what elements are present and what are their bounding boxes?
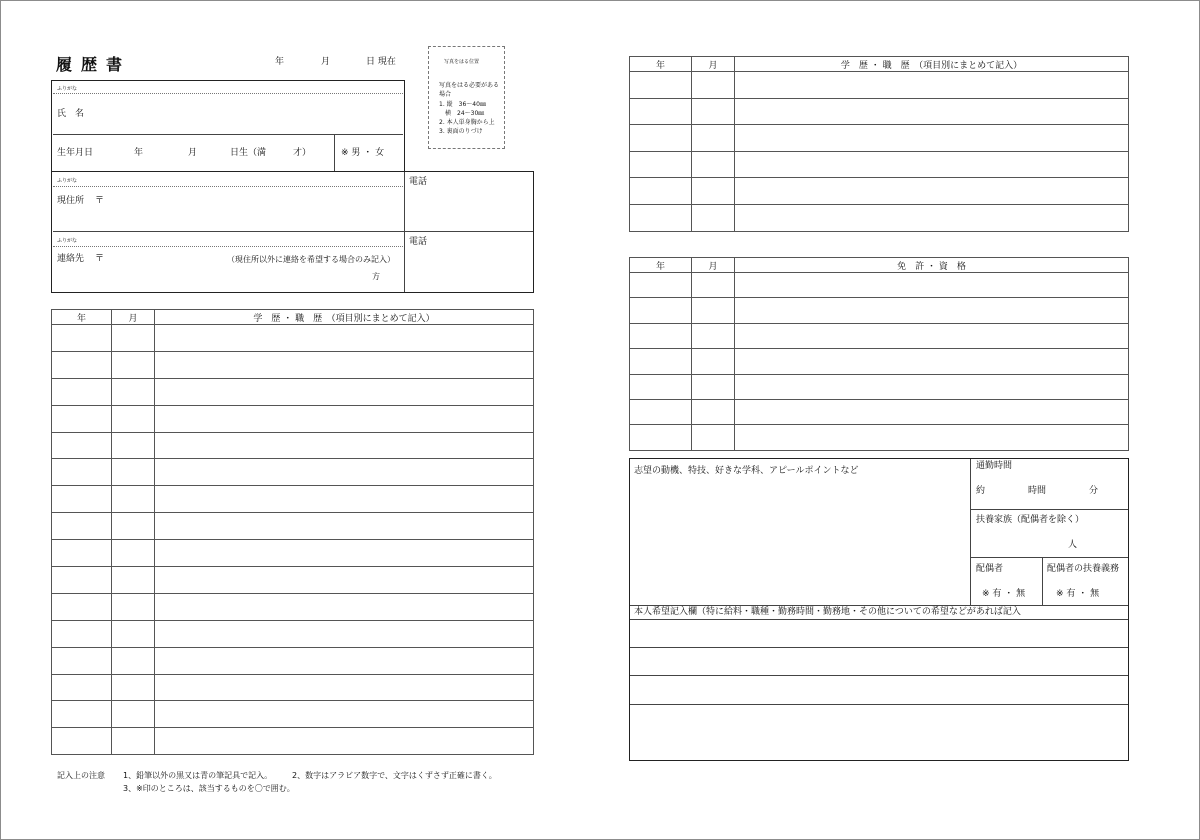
- table-row: [52, 513, 534, 540]
- month-cell[interactable]: [692, 298, 735, 323]
- spouse-selector[interactable]: ※ 有 ・ 無: [982, 589, 1026, 599]
- table-row: [52, 325, 534, 352]
- table-row: [630, 298, 1129, 323]
- month-cell[interactable]: [692, 399, 735, 424]
- contact-label: 連絡先: [57, 254, 85, 264]
- wishes-row[interactable]: [630, 676, 1128, 705]
- content-cell[interactable]: [735, 98, 1129, 125]
- date-day-label: 日 現在: [366, 57, 396, 67]
- table-row: [52, 593, 534, 620]
- table-row: [630, 72, 1129, 99]
- table-row: [630, 374, 1129, 399]
- content-cell[interactable]: [155, 405, 534, 432]
- education-work-history-table: [51, 309, 534, 755]
- column-header-month: 月: [692, 57, 735, 72]
- content-cell[interactable]: [155, 701, 534, 728]
- contact-postal-mark: 〒: [95, 254, 105, 264]
- contact-furigana-divider: [53, 246, 403, 247]
- month-cell[interactable]: [692, 273, 735, 298]
- spouse-divider: [1042, 558, 1043, 605]
- sex-selector[interactable]: ※ 男 ・ 女: [341, 148, 385, 158]
- column-header-content: 学 歴 ・ 職 歴 （項目別にまとめて記入）: [155, 310, 534, 325]
- month-cell[interactable]: [112, 459, 155, 486]
- content-cell[interactable]: [155, 674, 534, 701]
- year-cell[interactable]: [52, 378, 112, 405]
- year-cell[interactable]: [52, 459, 112, 486]
- month-cell[interactable]: [692, 72, 735, 99]
- contact-field[interactable]: [110, 250, 400, 290]
- commute-hours-label: 時間: [1028, 486, 1047, 496]
- year-cell[interactable]: [52, 486, 112, 513]
- commute-minutes-label: 分: [1089, 486, 1099, 496]
- side-column-divider: [970, 459, 971, 605]
- month-cell[interactable]: [692, 349, 735, 374]
- note-item: 3、※印のところは、該当するものを〇で囲む。: [123, 784, 295, 793]
- address-contact-divider: [53, 231, 533, 232]
- month-cell[interactable]: [112, 325, 155, 352]
- year-cell[interactable]: [52, 513, 112, 540]
- wishes-row[interactable]: [630, 619, 1128, 648]
- year-cell[interactable]: [52, 620, 112, 647]
- content-cell[interactable]: [155, 432, 534, 459]
- month-cell[interactable]: [692, 425, 735, 450]
- year-cell[interactable]: [630, 298, 692, 323]
- month-cell[interactable]: [112, 567, 155, 594]
- notes-heading: 記入上の注意: [57, 771, 105, 780]
- table-row: [630, 349, 1129, 374]
- table-header-row: [52, 310, 534, 325]
- month-cell[interactable]: [112, 513, 155, 540]
- furigana-divider: [53, 93, 403, 94]
- content-cell[interactable]: [155, 620, 534, 647]
- motivation-field[interactable]: [632, 482, 968, 602]
- dependents-label: 扶養家族（配偶者を除く）: [976, 515, 1085, 525]
- table-row: [52, 405, 534, 432]
- content-cell[interactable]: [155, 540, 534, 567]
- address-label: 現住所: [57, 196, 85, 206]
- table-row: [52, 674, 534, 701]
- date-year-label: 年: [275, 57, 285, 67]
- year-cell[interactable]: [630, 425, 692, 450]
- table-row: [630, 151, 1129, 178]
- table-row: [52, 459, 534, 486]
- table-row: [630, 399, 1129, 424]
- phone-column-divider: [404, 172, 405, 292]
- dependents-unit: 人: [1068, 540, 1078, 550]
- year-cell[interactable]: [52, 432, 112, 459]
- year-cell[interactable]: [52, 405, 112, 432]
- month-cell[interactable]: [112, 674, 155, 701]
- table-row: [52, 540, 534, 567]
- content-cell[interactable]: [155, 647, 534, 674]
- wishes-label: 本人希望記入欄（特に給料・職種・勤務時間・勤務地・その他についての希望などがあれば記入: [634, 607, 1021, 617]
- table-row: [52, 378, 534, 405]
- content-cell[interactable]: [155, 378, 534, 405]
- table-row: [630, 273, 1129, 298]
- column-header-year: 年: [52, 310, 112, 325]
- wishes-row[interactable]: [630, 648, 1128, 677]
- month-cell[interactable]: [112, 351, 155, 378]
- year-cell[interactable]: [52, 593, 112, 620]
- content-cell[interactable]: [735, 178, 1129, 205]
- address-furigana-divider: [53, 186, 403, 187]
- table-row: [52, 647, 534, 674]
- column-header-content: 免 許 ・ 資 格: [735, 258, 1129, 273]
- commute-divider: [971, 509, 1128, 510]
- table-header-row: [630, 258, 1129, 273]
- month-cell[interactable]: [112, 620, 155, 647]
- year-cell[interactable]: [630, 204, 692, 231]
- month-cell[interactable]: [692, 151, 735, 178]
- content-cell[interactable]: [155, 593, 534, 620]
- content-cell[interactable]: [155, 728, 534, 755]
- year-cell[interactable]: [630, 399, 692, 424]
- name-divider: [53, 134, 403, 135]
- year-cell[interactable]: [52, 728, 112, 755]
- year-cell[interactable]: [630, 323, 692, 348]
- commute-label: 通勤時間: [976, 461, 1013, 471]
- table-row: [52, 701, 534, 728]
- content-cell[interactable]: [155, 567, 534, 594]
- month-cell[interactable]: [112, 405, 155, 432]
- content-cell[interactable]: [155, 351, 534, 378]
- year-cell[interactable]: [630, 273, 692, 298]
- year-cell[interactable]: [630, 178, 692, 205]
- table-row: [630, 425, 1129, 450]
- photo-instructions: [439, 81, 501, 137]
- motivation-label: 志望の動機、特技、好きな学科、アピールポイントなど: [634, 466, 859, 476]
- address-furigana-label: ふりがな: [57, 178, 78, 184]
- column-header-content: 学 歴 ・ 職 歴 （項目別にまとめて記入）: [735, 57, 1129, 72]
- content-cell[interactable]: [735, 399, 1129, 424]
- year-cell[interactable]: [52, 351, 112, 378]
- content-cell[interactable]: [155, 325, 534, 352]
- content-cell[interactable]: [155, 486, 534, 513]
- phone-label: 電話: [409, 177, 428, 187]
- month-cell[interactable]: [692, 374, 735, 399]
- contact-suffix: 方: [372, 272, 380, 281]
- table-row: [630, 125, 1129, 152]
- content-cell[interactable]: [735, 72, 1129, 99]
- birth-day-age-label: 日生（満 才）: [230, 148, 312, 158]
- year-cell[interactable]: [630, 374, 692, 399]
- year-cell[interactable]: [630, 72, 692, 99]
- name-label: 氏 名: [57, 109, 85, 119]
- content-cell[interactable]: [155, 459, 534, 486]
- year-cell[interactable]: [52, 540, 112, 567]
- table-header-row: [630, 57, 1129, 72]
- table-row: [630, 178, 1129, 205]
- year-cell[interactable]: [630, 151, 692, 178]
- content-cell[interactable]: [735, 425, 1129, 450]
- contact-phone-field[interactable]: [406, 250, 532, 290]
- content-cell[interactable]: [155, 513, 534, 540]
- year-cell[interactable]: [52, 701, 112, 728]
- year-cell[interactable]: [630, 349, 692, 374]
- table-row: [52, 432, 534, 459]
- photo-instruction-line: 写真をはる必要がある場合: [439, 82, 500, 99]
- month-cell[interactable]: [692, 178, 735, 205]
- education-work-history-continued-table: [629, 56, 1129, 232]
- year-cell[interactable]: [52, 647, 112, 674]
- photo-instruction-line: 2. 本人単身胸から上: [439, 119, 495, 127]
- date-month-label: 月: [321, 57, 331, 67]
- table-row: [630, 98, 1129, 125]
- column-header-year: 年: [630, 258, 692, 273]
- photo-area[interactable]: [428, 46, 505, 149]
- year-cell[interactable]: [630, 125, 692, 152]
- table-row: [52, 728, 534, 755]
- note-item: 2、数字はアラビア数字で、文字はくずさず正確に書く。: [292, 771, 497, 780]
- table-row: [52, 486, 534, 513]
- content-cell[interactable]: [735, 151, 1129, 178]
- commute-approx-label: 約: [976, 486, 986, 496]
- month-cell[interactable]: [112, 701, 155, 728]
- birth-month-label: 月: [188, 148, 198, 158]
- column-header-year: 年: [630, 57, 692, 72]
- wishes-row[interactable]: [630, 705, 1128, 734]
- contact-phone-label: 電話: [409, 237, 428, 247]
- sex-divider: [334, 135, 335, 171]
- licenses-qualifications-table: [629, 257, 1129, 451]
- content-cell[interactable]: [735, 349, 1129, 374]
- contact-furigana-label: ふりがな: [57, 238, 78, 244]
- year-cell[interactable]: [52, 674, 112, 701]
- table-row: [52, 567, 534, 594]
- content-cell[interactable]: [735, 374, 1129, 399]
- column-header-month: 月: [112, 310, 155, 325]
- month-cell[interactable]: [112, 540, 155, 567]
- month-cell[interactable]: [692, 125, 735, 152]
- name-field[interactable]: [130, 98, 400, 130]
- photo-instruction-line: 1. 縦 36～40㎜: [439, 100, 486, 108]
- content-cell[interactable]: [735, 204, 1129, 231]
- month-cell[interactable]: [112, 432, 155, 459]
- month-cell[interactable]: [692, 98, 735, 125]
- birth-year-label: 年: [134, 148, 144, 158]
- photo-heading: 写真をはる位置: [444, 59, 480, 65]
- content-cell[interactable]: [735, 298, 1129, 323]
- photo-instruction-line: 3. 裏面のりづけ: [439, 128, 483, 136]
- form-title: 履歴書: [56, 55, 132, 74]
- table-row: [630, 323, 1129, 348]
- name-furigana-label: ふりがな: [57, 86, 78, 92]
- month-cell[interactable]: [112, 486, 155, 513]
- table-row: [52, 351, 534, 378]
- contact-note: （現住所以外に連絡を希望する場合のみ記入）: [227, 255, 395, 264]
- dependents-divider: [971, 557, 1128, 558]
- content-cell[interactable]: [735, 273, 1129, 298]
- month-cell[interactable]: [112, 378, 155, 405]
- month-cell[interactable]: [112, 728, 155, 755]
- note-item: 1、鉛筆以外の黒又は青の筆記具で記入。: [123, 771, 273, 780]
- photo-instruction-line: 横 24～30㎜: [439, 109, 485, 117]
- spouse-support-label: 配偶者の扶養義務: [1047, 564, 1120, 574]
- month-cell[interactable]: [112, 647, 155, 674]
- year-cell[interactable]: [52, 325, 112, 352]
- spouse-support-selector[interactable]: ※ 有 ・ 無: [1056, 589, 1100, 599]
- birth-label: 生年月日: [57, 148, 94, 158]
- spouse-label: 配偶者: [976, 564, 1004, 574]
- address-postal-mark: 〒: [95, 196, 105, 206]
- content-cell[interactable]: [735, 125, 1129, 152]
- year-cell[interactable]: [630, 98, 692, 125]
- wishes-top-divider: [630, 605, 1128, 606]
- content-cell[interactable]: [735, 323, 1129, 348]
- table-row: [630, 204, 1129, 231]
- column-header-month: 月: [692, 258, 735, 273]
- table-row: [52, 620, 534, 647]
- month-cell[interactable]: [112, 593, 155, 620]
- address-field[interactable]: [110, 190, 400, 228]
- month-cell[interactable]: [692, 204, 735, 231]
- month-cell[interactable]: [692, 323, 735, 348]
- phone-field[interactable]: [406, 190, 532, 228]
- year-cell[interactable]: [52, 567, 112, 594]
